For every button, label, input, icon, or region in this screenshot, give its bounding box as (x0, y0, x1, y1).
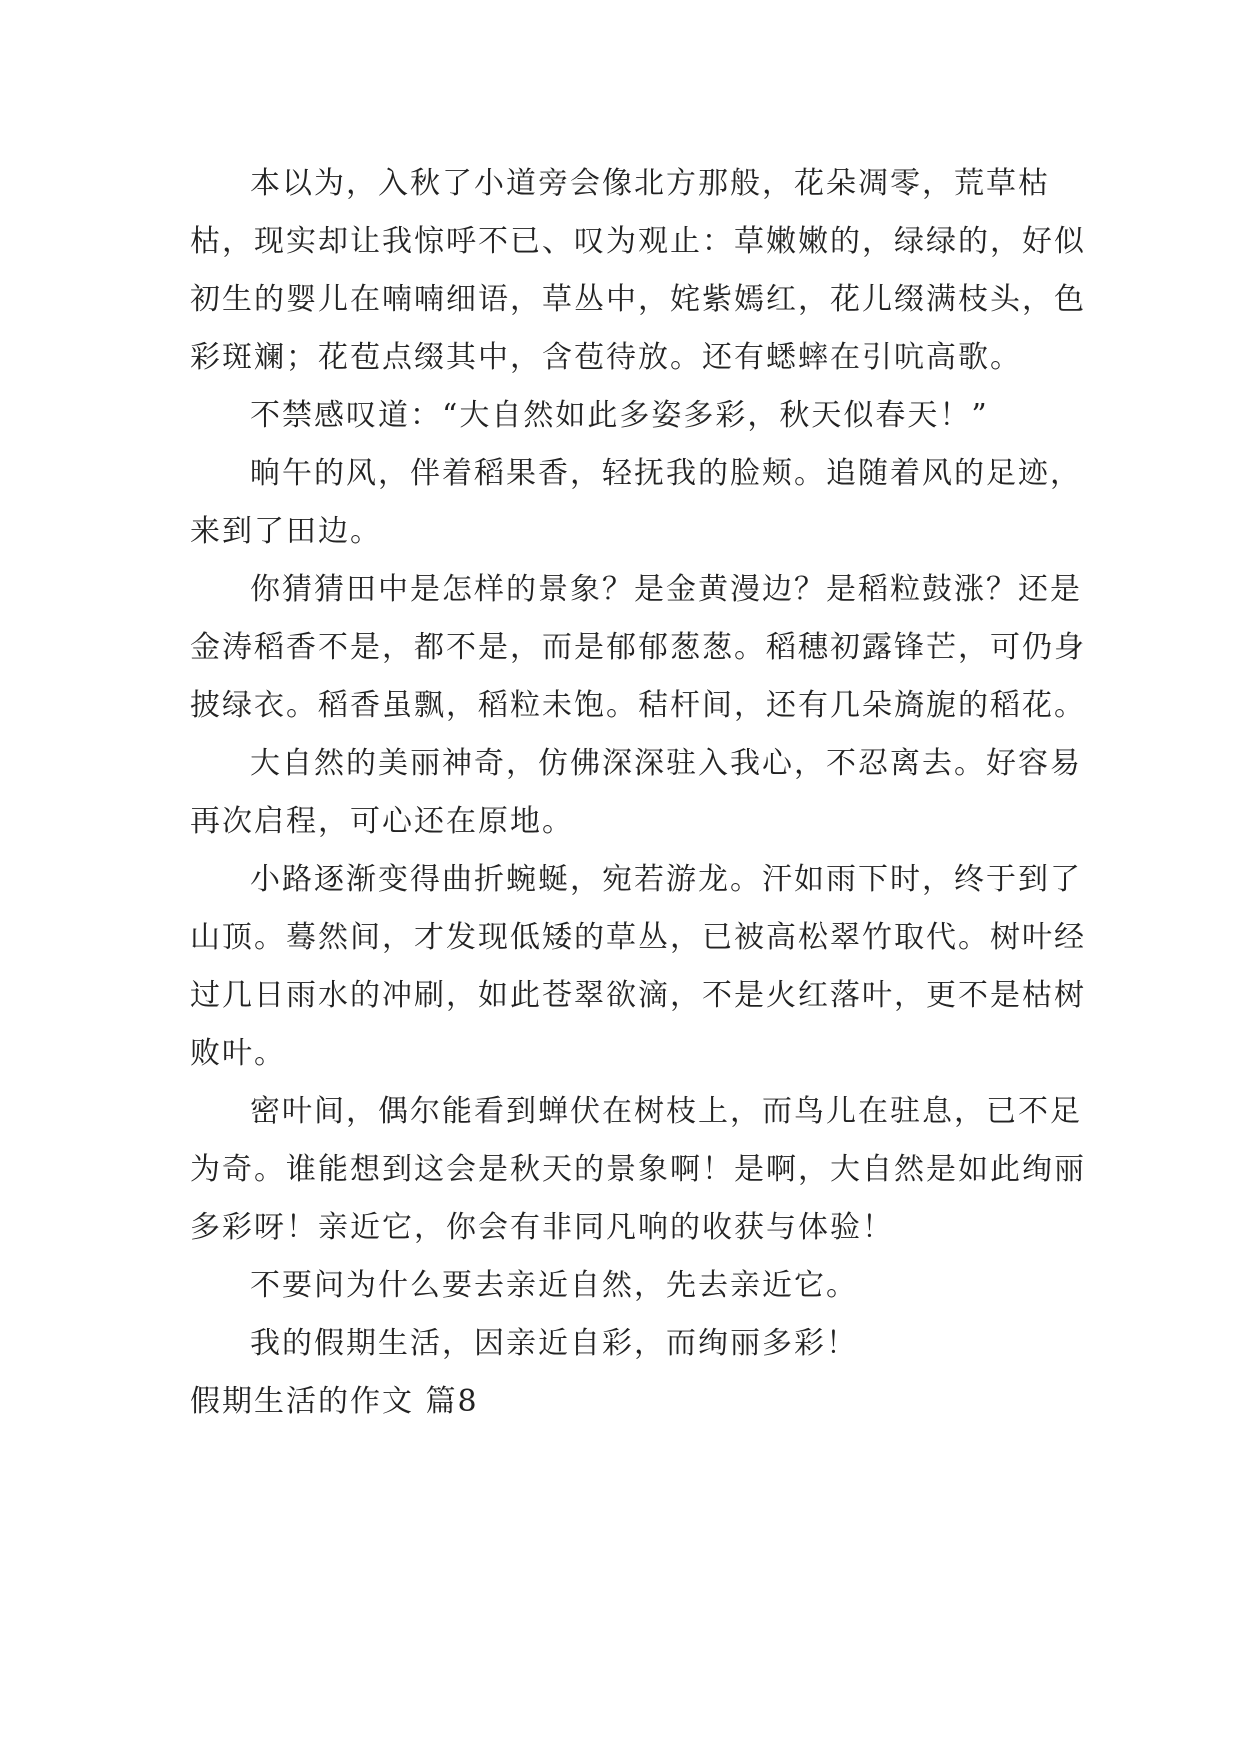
paragraph-7: 密叶间，偶尔能看到蝉伏在树枝上，而鸟儿在驻息，已不足为奇。谁能想到这会是秋天的景象啊！是啊，大自然是如此绚丽多彩呀！亲近它，你会有非同凡响的收获与体验！ (190, 1094, 1086, 1245)
paragraph-3: 晌午的风，伴着稻果香，轻抚我的脸颊。追随着风的足迹，来到了田边。 (190, 456, 1082, 549)
paragraph-9: 我的假期生活，因亲近自彩，而绚丽多彩！ (250, 1326, 858, 1361)
section-heading: 假期生活的作文 篇8 (190, 1384, 479, 1419)
paragraph-5: 大自然的美丽神奇，仿佛深深驻入我心，不忍离去。好容易再次启程，可心还在原地。 (190, 746, 1082, 839)
paragraph-1: 本以为，入秋了小道旁会像北方那般，花朵凋零，荒草枯枯，现实却让我惊呼不已、叹为观止：草嫩嫩的，绿绿的，好似初生的婴儿在喃喃细语，草丛中，姹紫嫣红，花儿缀满枝头，色彩斑斓；花苞点缀其中，含苞待放。还有蟋蟀在引吭高歌。 (190, 166, 1086, 375)
paragraph-6: 小路逐渐变得曲折蜿蜒，宛若游龙。汗如雨下时，终于到了山顶。蓦然间，才发现低矮的草丛，已被高松翠竹取代。树叶经过几日雨水的冲刷，如此苍翠欲滴，不是火红落叶，更不是枯树败叶。 (190, 862, 1086, 1071)
paragraph-8: 不要问为什么要去亲近自然，先去亲近它。 (250, 1268, 858, 1303)
document-body (190, 155, 1090, 1431)
paragraph-4: 你猜猜田中是怎样的景象？是金黄漫边？是稻粒鼓涨？还是金涛稻香不是，都不是，而是郁郁葱葱。稻穗初露锋芒，可仍身披绿衣。稻香虽飘，稻粒未饱。秸杆间，还有几朵旖旎的稻花。 (190, 572, 1086, 723)
paragraph-2: 不禁感叹道：“大自然如此多姿多彩，秋天似春天！” (250, 398, 989, 433)
